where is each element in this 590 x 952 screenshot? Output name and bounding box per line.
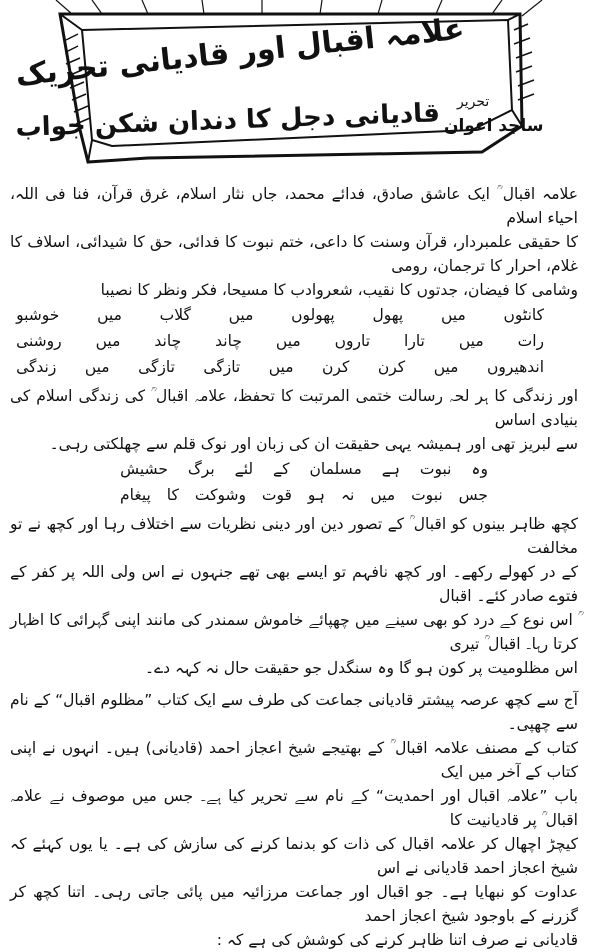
text-line: اور زندگی کا ہر لحہ رسالت ختمی المرتبت کا تحفظ، علامہ اقبال ؒ کی زندگی اسلام کی بنیادی اساس [10, 387, 578, 429]
verse-line [10, 328, 578, 354]
verse-word: پھولوں [291, 306, 335, 324]
verse-word: وشوکت [194, 486, 246, 504]
verse-word: چاند [154, 332, 182, 350]
text-line: عداوت کو نبھایا ہے۔ جو اقبال اور جماعت مرزائیہ میں پائی جاتی رہی۔ اتنا کچھ کر گزرنے کے باوجود شیخ اعجاز احمد [10, 883, 578, 925]
verse-word: حشیش [120, 460, 168, 478]
paragraph-critics [10, 512, 578, 680]
paragraph-life [10, 384, 578, 456]
verse-word: پیغام [120, 486, 151, 504]
verse-block-1 [10, 302, 578, 380]
verse-word: کانٹوں [503, 306, 544, 324]
paragraph-intro [10, 182, 578, 302]
verse-word: کے [273, 460, 290, 478]
verse-word: میں [440, 306, 466, 324]
text-line: کچھ ظاہر بینوں کو اقبال ؒ کے تصور دین اور دینی نظریات سے اختلاف رہا اور کچھ نے تو مخالفت [10, 515, 578, 557]
verse-word: جس [458, 486, 488, 504]
verse-word: میں [228, 306, 254, 324]
verse-word: تارا [404, 332, 425, 350]
verse-block-2 [10, 456, 578, 508]
title-banner [13, 0, 552, 168]
article-subtitle: قادیانی دجل کا دندان شکن جواب [15, 98, 441, 144]
text-line: کے در کھولے رکھے۔ اور کچھ نافہم تو ایسے بھی تھے جنہوں نے اس ولی اللہ پر کفر کے فتوے صادر کئے۔ اقبال [10, 563, 578, 605]
text-line: کتاب کے مصنف علامہ اقبال ؒ کے بھتیجے شیخ اعجاز احمد (قادیانی) ہیں۔ انہوں نے اپنی کتاب کے آخر میں ایک [10, 739, 578, 781]
text-line: ؒ اس نوع کے درد کو بھی سینے میں چھپائے خاموش سمندر کی مانند اپنی گہرائی کا اظہار کرتا رہا۔ اقبال ؒ تیری [10, 611, 578, 653]
verse-word: کا [166, 486, 179, 504]
verse-word: پھول [372, 306, 404, 324]
verse-word: گلاب [159, 306, 191, 324]
text-line: باب ”علامہ اقبال اور احمدیت“ کے نام سے تحریر کیا ہے۔ جس میں موصوف نے علامہ اقبال ؒ پر قادیانیت کا [10, 787, 578, 829]
verse-word: ہو [307, 486, 325, 504]
text-line: اس مظلومیت پر کون ہو گا وہ سنگدل جو حقیقت حال نہ کہہ دے۔ [145, 659, 578, 677]
text-line: قادیانی نے صرف اتنا ظاہر کرنے کی کوشش کی ہے کہ : [216, 931, 578, 949]
article-title: علامہ اقبال اور قادیانی تحریک [13, 11, 466, 94]
paragraph-book [10, 688, 578, 952]
verse-line [10, 354, 578, 380]
verse-word: کرن [322, 358, 350, 376]
verse-word: نبوت [411, 486, 443, 504]
verse-word: تازگی [138, 358, 175, 376]
verse-word: میں [268, 358, 294, 376]
verse-word: میں [97, 306, 122, 324]
verse-word: نبوت [419, 460, 452, 478]
verse-word: میں [458, 332, 484, 350]
verse-word: رات [517, 332, 544, 350]
verse-word: میں [84, 358, 110, 376]
banner-scroll-graphic [13, 0, 552, 168]
verse-word: کرن [377, 358, 406, 376]
text-line: علامہ اقبال ؒ ایک عاشق صادق، فدائے محمد، جاں نثار اسلام، غرق قرآن، فنا فی اللہ، احیاء اسلام [10, 185, 578, 227]
author-name: ساجد اعوان [444, 116, 544, 136]
verse-word: تازگی [203, 358, 241, 376]
text-line: آج سے کچھ عرصہ پیشتر قادیانی جماعت کی طرف سے ایک کتاب ”مظلوم اقبال“ کے نام سے چھپی۔ [10, 691, 578, 733]
article-body [10, 178, 578, 952]
verse-word: برگ [187, 460, 215, 478]
verse-word: نہ [340, 486, 355, 504]
text-line: کا حقیقی علمبردار، قرآن وسنت کا داعی، ختم نبوت کا فدائی، حق کا شیدائی، اسلاف کا غلام، احرار کا ترجمان، رومی [10, 233, 578, 275]
verse-line [10, 482, 578, 508]
verse-word: میں [370, 486, 396, 504]
verse-line [10, 302, 578, 328]
verse-word: مسلمان [309, 460, 362, 478]
verse-word: لئے [234, 460, 254, 478]
text-line: کیچڑ اچھال کر علامہ اقبال کی ذات کو بدنما کرنے کی سازش کی ہے۔ یا یوں کہئے کہ شیخ اعجاز احمد قادیانی نے اس [10, 835, 578, 877]
verse-word: چاند [215, 332, 242, 350]
verse-word: میں [433, 358, 459, 376]
author-label: تحریر [457, 94, 490, 110]
text-line: سے لبریز تھی اور ہمیشہ یہی حقیقت ان کی زبان اور نوک قلم سے چھلکتی رہی۔ [49, 435, 578, 453]
verse-word: وہ [471, 460, 488, 478]
verse-word: میں [95, 332, 121, 350]
verse-word: میں [275, 332, 301, 350]
verse-line [10, 456, 578, 482]
verse-word: ہے [381, 460, 400, 478]
text-line: وشامی کا فیضان، جدتوں کا نقیب، شعروادب کا مسیحا، فکر ونظر کا نصیبا [100, 281, 578, 299]
verse-word: اندھیروں [486, 358, 544, 376]
verse-word: زندگی [16, 358, 57, 376]
verse-word: قوت [261, 486, 292, 504]
verse-word: روشنی [16, 332, 62, 350]
verse-word: تاروں [334, 332, 371, 350]
verse-word: خوشبو [16, 306, 60, 324]
